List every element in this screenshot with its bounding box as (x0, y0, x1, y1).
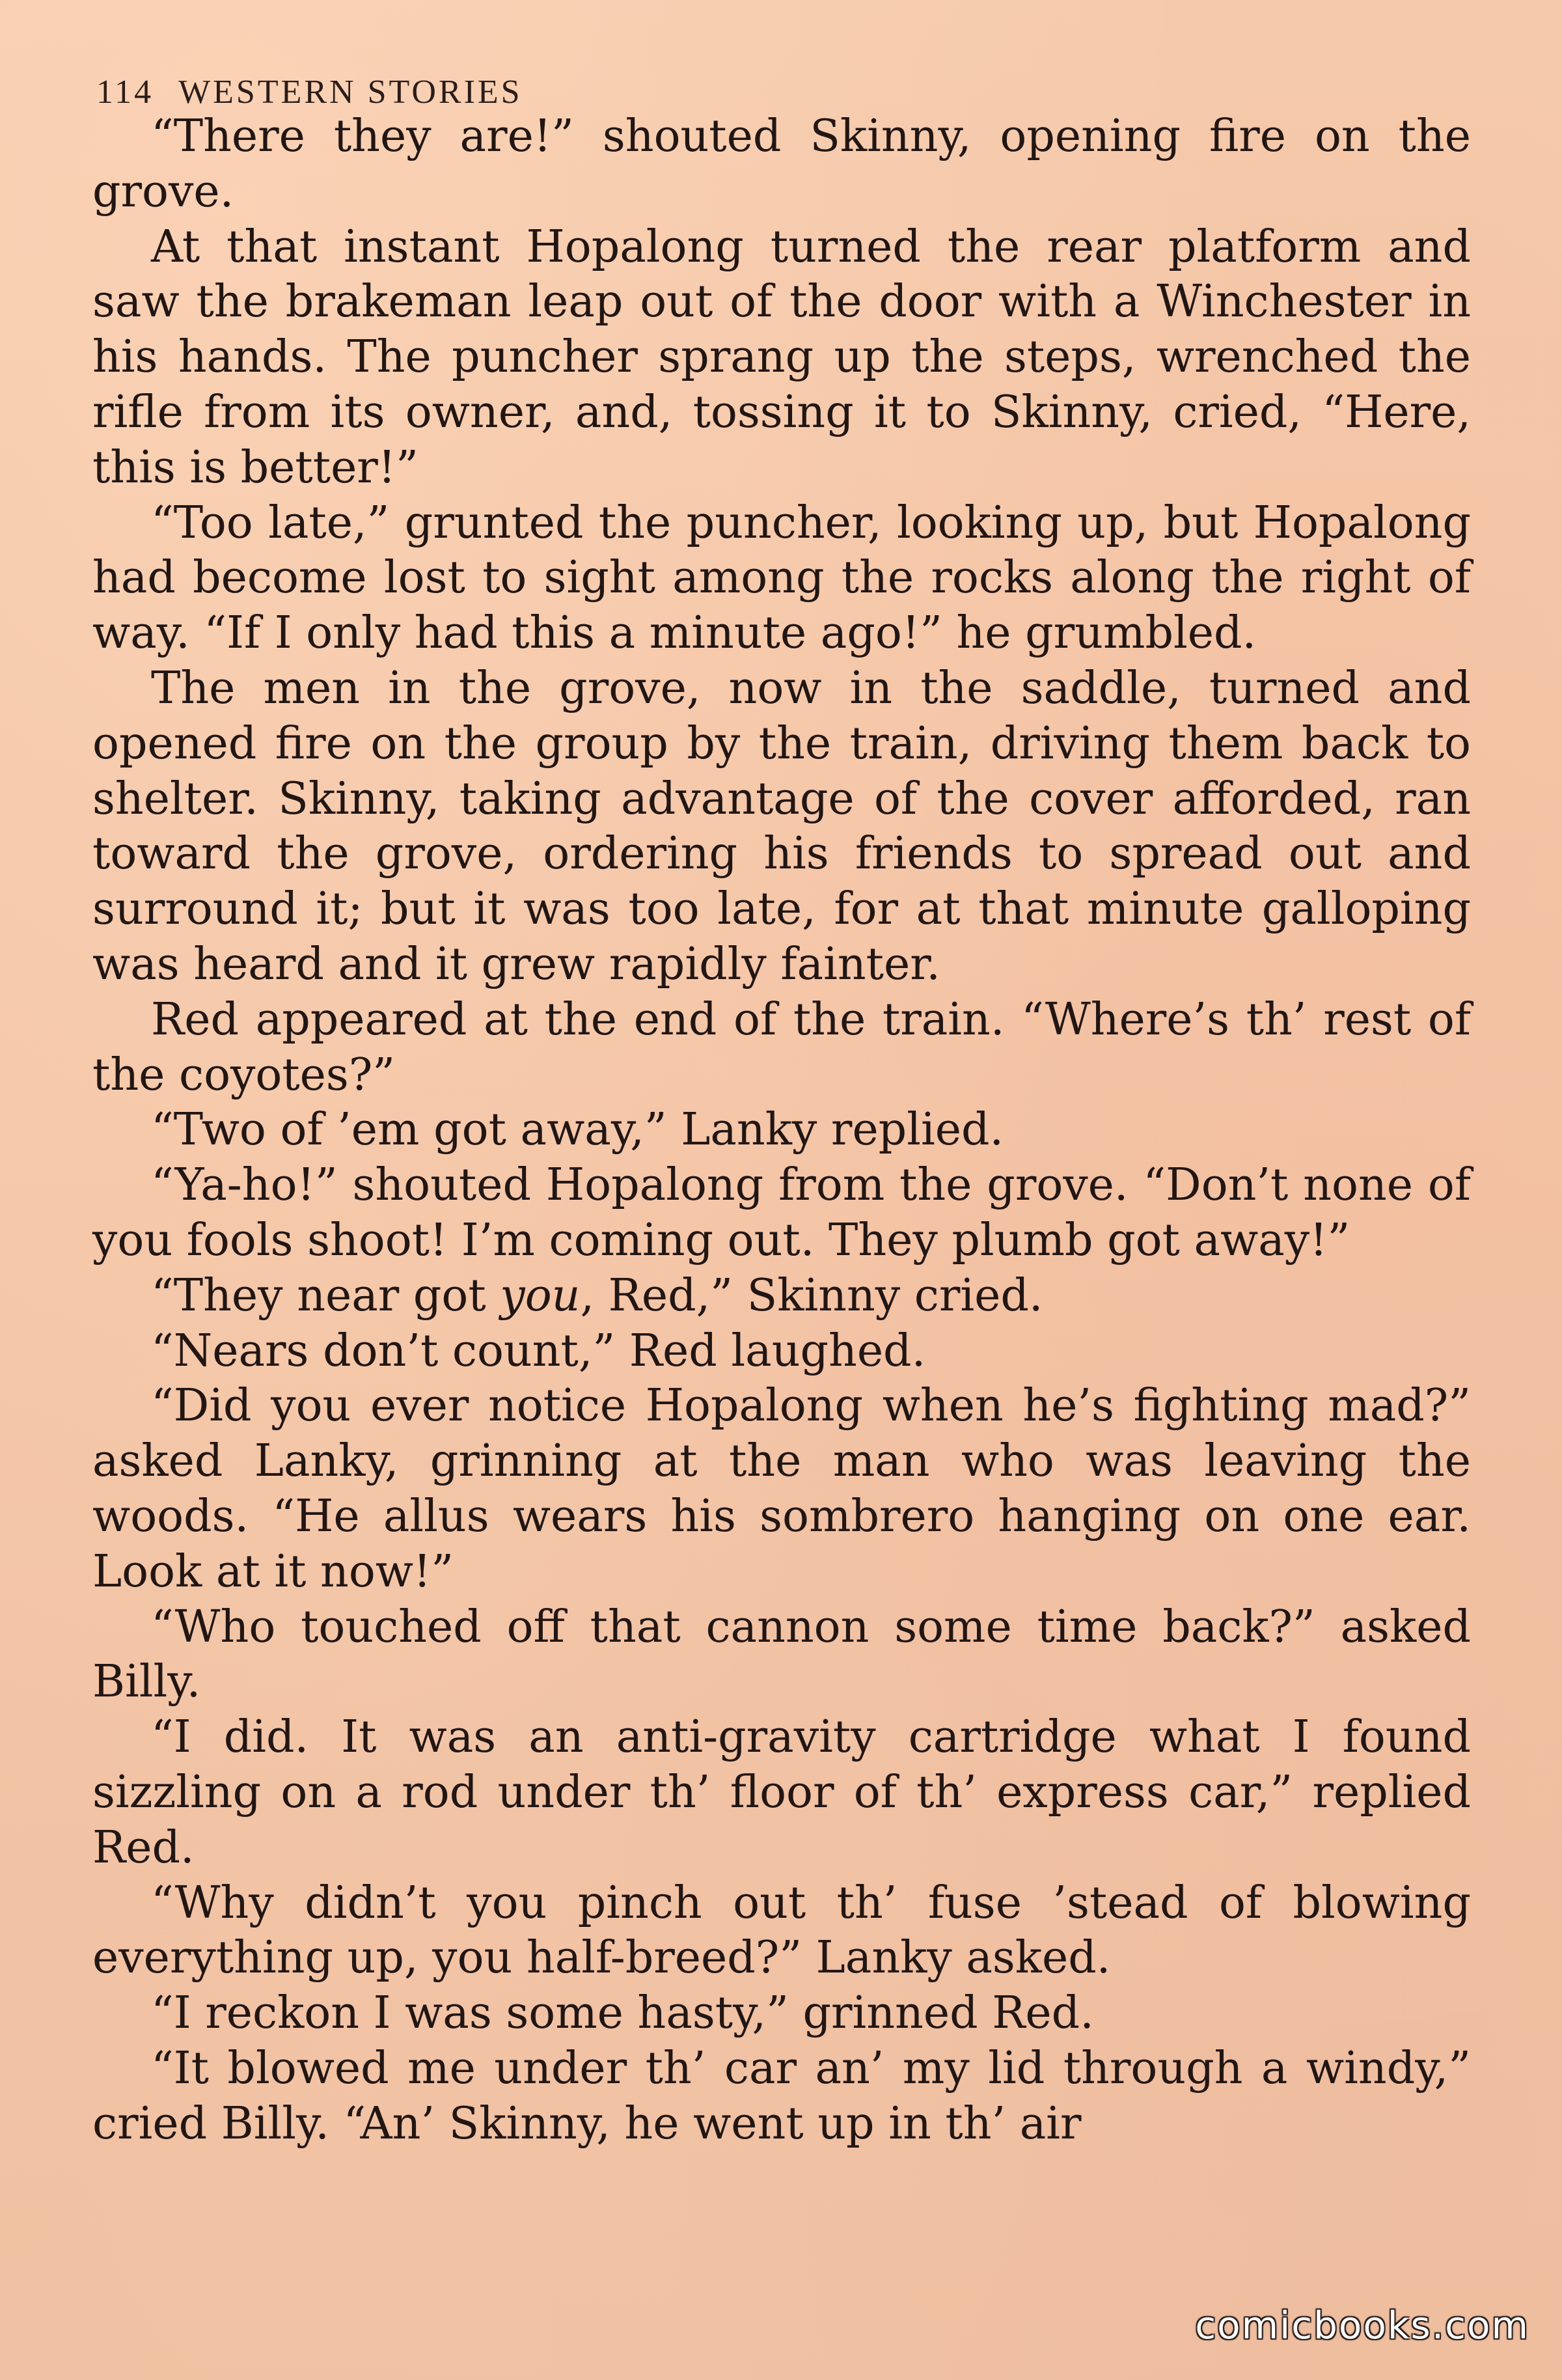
paragraph: “There they are!” shouted Skinny, opening fire on the grove. (92, 111, 1471, 217)
paragraph: At that instant Hopalong turned the rear platform and saw the brakeman leap out of the door with a Winchester in his hands. The puncher sprang up the steps, wrenched the rifle from its owner, and, tossing it to Skinny, cried, “Here, this is better!” (92, 221, 1471, 493)
paragraph: “Why didn’t you pinch out th’ fuse ’stead of blowing everything up, you half-breed?” Lanky asked. (92, 1877, 1471, 1984)
paragraph: “Ya-ho!” shouted Hopalong from the grove. “Don’t none of you fools shoot! I’m coming out. They plumb got away!” (92, 1159, 1471, 1266)
paragraph: “I did. It was an anti-gravity cartridge what I found sizzling on a rod under th’ floor of th’ express car,” replied Red. (92, 1711, 1471, 1874)
paragraph: “Nears don’t count,” Red laughed. (151, 1325, 926, 1377)
paragraph: “Too late,” grunted the puncher, looking up, but Hopalong had become lost to sight among the rocks along the right of way. “If I only had this a minute ago!” he grumbled. (92, 497, 1471, 659)
page-number: 114 (96, 74, 154, 111)
running-header (96, 73, 523, 111)
paragraph: “Who touched off that cannon some time back?” asked Billy. (92, 1601, 1471, 1708)
paragraph: “Two of ’em got away,” Lanky replied. (151, 1104, 1004, 1156)
paragraph: The men in the grove, now in the saddle, turned and opened fire on the group by the train, driving them back to shelter. Skinny, taking advantage of the cover afforded, ran toward the grove, ordering his friends to spread out and surround it; but it was too late, for at that minute galloping was heard and it grew rapidly fainter. (92, 662, 1471, 990)
paragraph: “I reckon I was some hasty,” grinned Red. (151, 1987, 1094, 2040)
paragraph: “Did you ever notice Hopalong when he’s fighting mad?” asked Lanky, grinning at the man who was leaving the woods. “He allus wears his sombrero hanging on one ear. Look at it now!” (92, 1380, 1471, 1598)
story-text (92, 109, 1471, 2152)
running-title: WESTERN STORIES (178, 74, 523, 111)
paragraph: “It blowed me under th’ car an’ my lid through a windy,” cried Billy. “An’ Skinny, he went up in th’ air (92, 2042, 1471, 2150)
site-watermark: comicbooks.com (1195, 2303, 1529, 2347)
paragraph: Red appeared at the end of the train. “Where’s th’ rest of the coyotes?” (92, 993, 1471, 1101)
emphasis-you: you (500, 1269, 581, 1321)
paragraph-with-emphasis: “They near got you, Red,” Skinny cried. (151, 1269, 1043, 1321)
